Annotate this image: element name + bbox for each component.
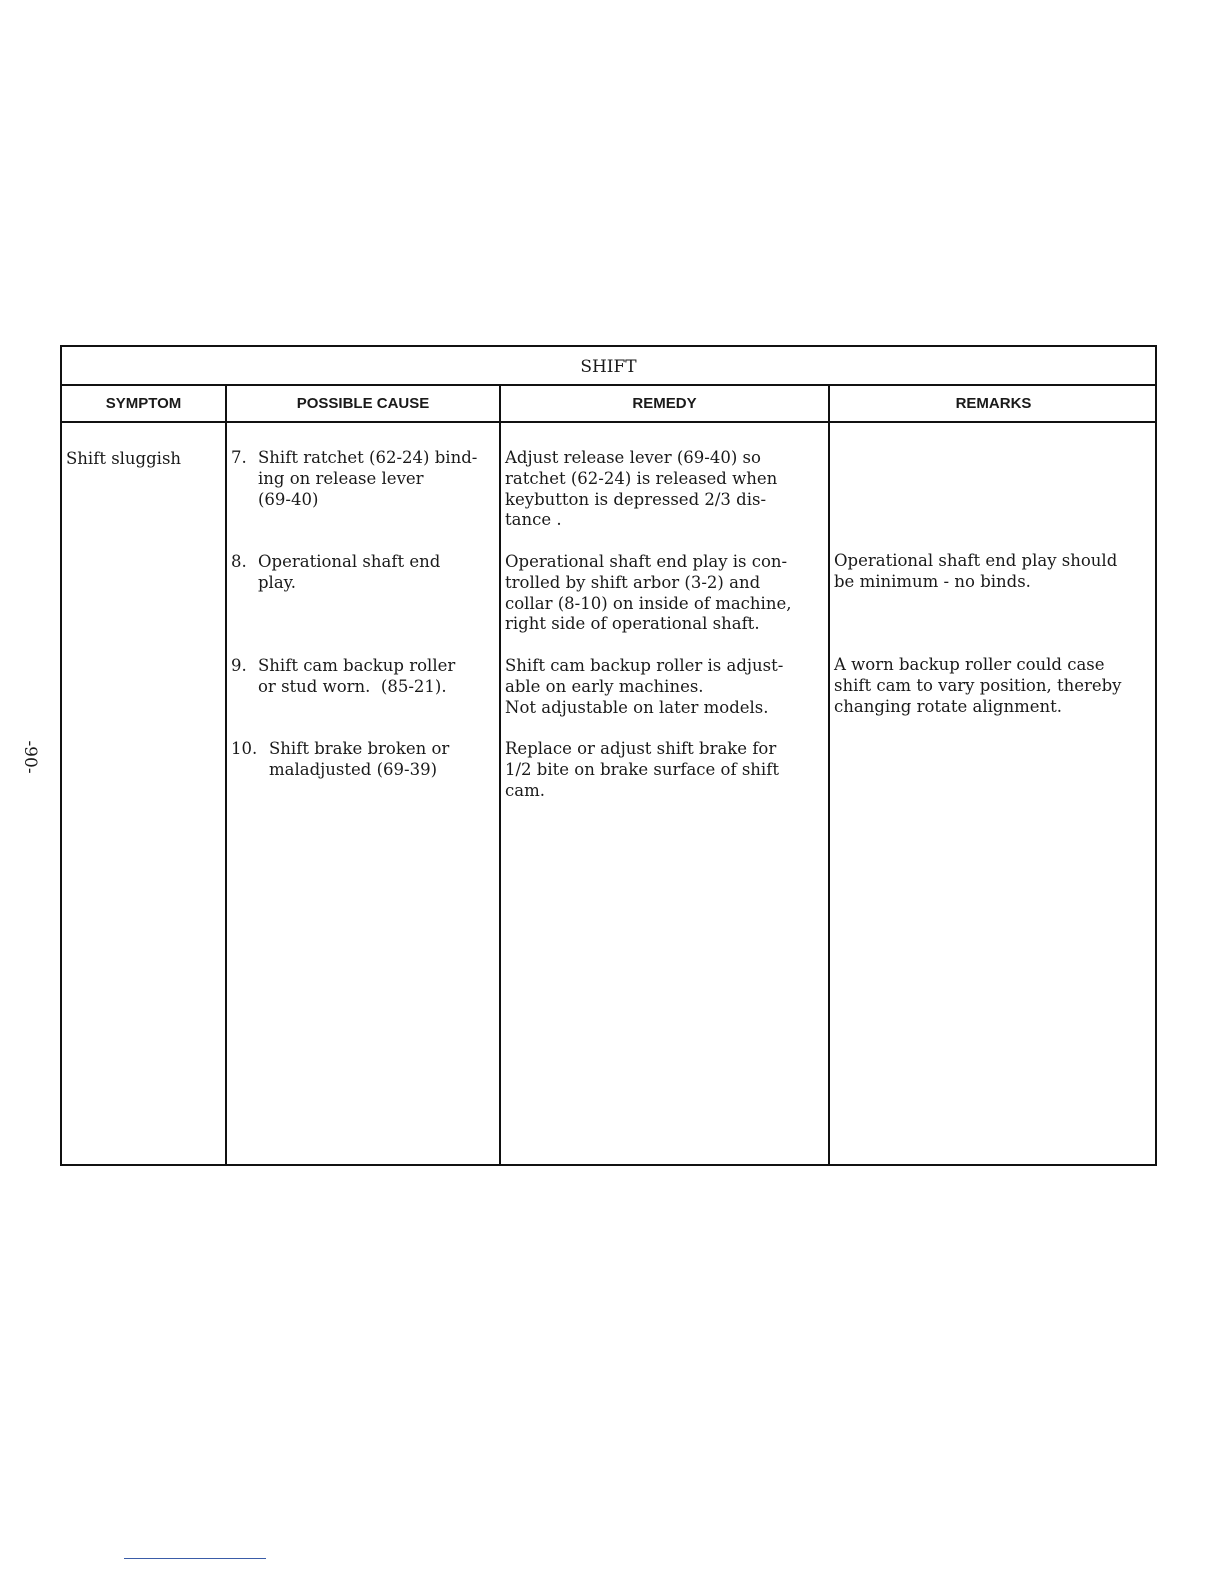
column-divider: [499, 384, 501, 1164]
remedy-cell: Shift cam backup roller is adjust- able on early machines. Not adjustable on later models.: [505, 656, 784, 717]
cause-text: Shift brake broken or maladjusted (69-39): [269, 739, 450, 779]
header-remarks: REMARKS: [955, 395, 1032, 412]
table-title: SHIFT: [62, 347, 1155, 386]
cause-text: Shift cam backup roller or stud worn. (85-21).: [258, 656, 456, 696]
column-divider: [225, 384, 227, 1164]
remedy-cell: Replace or adjust shift brake for 1/2 bite on brake surface of shift cam.: [505, 739, 779, 800]
header-remedy: REMEDY: [632, 395, 697, 412]
remarks-cell: A worn backup roller could case shift cam to vary position, thereby changing rotate alignment.: [834, 655, 1122, 716]
header-possible-cause: POSSIBLE CAUSE: [296, 395, 430, 412]
cause-number: 8.: [231, 552, 247, 571]
footer-rule: [124, 1558, 266, 1559]
troubleshooting-table: [60, 345, 1157, 1166]
header-symptom: SYMPTOM: [105, 395, 182, 412]
cause-text: Operational shaft end play.: [258, 552, 441, 592]
cause-number: 7.: [231, 448, 247, 467]
cause-number: 10.: [231, 739, 258, 758]
cause-number: 9.: [231, 656, 247, 675]
page-number: -90-: [20, 740, 40, 774]
remarks-cell: Operational shaft end play should be minimum - no binds.: [834, 551, 1118, 591]
remedy-cell: Adjust release lever (69-40) so ratchet (62-24) is released when keybutton is depressed 2/3 dis- tance .: [505, 448, 778, 530]
cause-text: Shift ratchet (62-24) bind- ing on release lever (69-40): [258, 448, 478, 509]
symptom-cell: Shift sluggish: [66, 449, 182, 468]
remedy-cell: Operational shaft end play is con- trolled by shift arbor (3-2) and collar (8-10) on inside of machine, right side of operational shaft.: [505, 552, 792, 634]
column-divider: [828, 384, 830, 1164]
